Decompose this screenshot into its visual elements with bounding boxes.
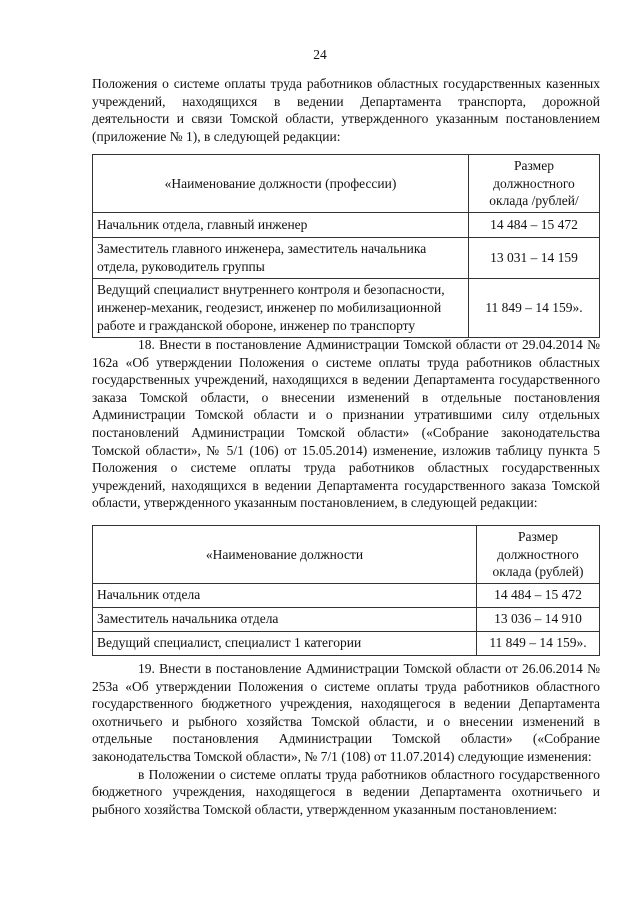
salary-cell: 14 484 – 15 472: [469, 212, 600, 237]
header-salary-cell: Размер должностного оклада (рублей): [477, 526, 600, 584]
header-position-cell: «Наименование должности (профессии): [93, 155, 469, 213]
item-19-paragraph: 19. Внести в постановление Администрации Томской области от 26.06.2014 № 253а «Об утверждении Положения о системе оплаты труда работников областного государственного бюджетного учреждения, находящегося в ведении Департамента охотничьего и рыбного хозяйства Томской области, и о внесении изменений в отдельные постановления Администрации Томской области» («Собрание законодательства Томской области», № 7/1 (108) от 11.07.2014) следующие изменения:: [92, 661, 600, 764]
salary-cell: 11 849 – 14 159».: [477, 631, 600, 655]
item-19-sub-paragraph: в Положении о системе оплаты труда работников областного государственного бюджетного учреждения, находящегося в ведении Департамента охотничьего и рыбного хозяйства Томской области, утвержденном указанным постановлением:: [92, 766, 600, 817]
table-header-row: [93, 526, 600, 584]
position-cell: Заместитель главного инженера, заместитель начальника отдела, руководитель группы: [93, 237, 469, 278]
table-row: [93, 607, 600, 631]
position-cell: Ведущий специалист, специалист 1 категории: [93, 631, 477, 655]
header-position-cell: «Наименование должности: [93, 526, 477, 584]
item-18-section: [92, 336, 600, 512]
intro-section: [92, 75, 600, 145]
item-19-section: [92, 660, 600, 818]
table-row: [93, 212, 600, 237]
table-row: [93, 278, 600, 337]
position-cell: Ведущий специалист внутреннего контроля и безопасности, инженер-механик, геодезист, инженер по мобилизационной работе и гражданской обороне, инженер по транспорту: [93, 278, 469, 337]
salary-cell: 13 036 – 14 910: [477, 607, 600, 631]
salary-cell: 13 031 – 14 159: [469, 237, 600, 278]
header-salary-cell: Размер должностного оклада /рублей/: [469, 155, 600, 213]
table-1-wrapper: [92, 154, 600, 338]
item-18-paragraph: 18. Внести в постановление Администрации Томской области от 29.04.2014 № 162а «Об утверждении Положения о системе оплаты труда работников областных государственных учреждений, находящихся в ведении Департамента государственного заказа Томской области, о внесении изменений в отдельные постановления Администрации Томской области и о признании утратившими силу отдельных постановлений Администрации Томской области» («Собрание законодательства Томской области», № 5/1 (106) от 15.05.2014) изменение, изложив таблицу пункта 5 Положения о системе оплаты труда работников областных государственных учреждений, находящихся в ведении Департамента государственного заказа Томской области, утвержденного указанным постановлением, в следующей редакции:: [92, 337, 600, 511]
salary-cell: 11 849 – 14 159».: [469, 278, 600, 337]
page-number: 24: [313, 47, 327, 62]
table-row: [93, 631, 600, 655]
table-2-wrapper: [92, 525, 600, 656]
salary-table-1: [92, 154, 600, 338]
position-cell: Начальник отдела, главный инженер: [93, 212, 469, 237]
salary-table-2: [92, 525, 600, 656]
table-row: [93, 237, 600, 278]
table-header-row: [93, 155, 600, 213]
intro-paragraph: Положения о системе оплаты труда работников областных государственных казенных учреждений, находящихся в ведении Департамента транспорта, дорожной деятельности и связи Томской области, утвержденного указанным постановлением (приложение № 1), в следующей редакции:: [92, 76, 600, 144]
salary-cell: 14 484 – 15 472: [477, 583, 600, 607]
position-cell: Заместитель начальника отдела: [93, 607, 477, 631]
position-cell: Начальник отдела: [93, 583, 477, 607]
table-row: [93, 583, 600, 607]
